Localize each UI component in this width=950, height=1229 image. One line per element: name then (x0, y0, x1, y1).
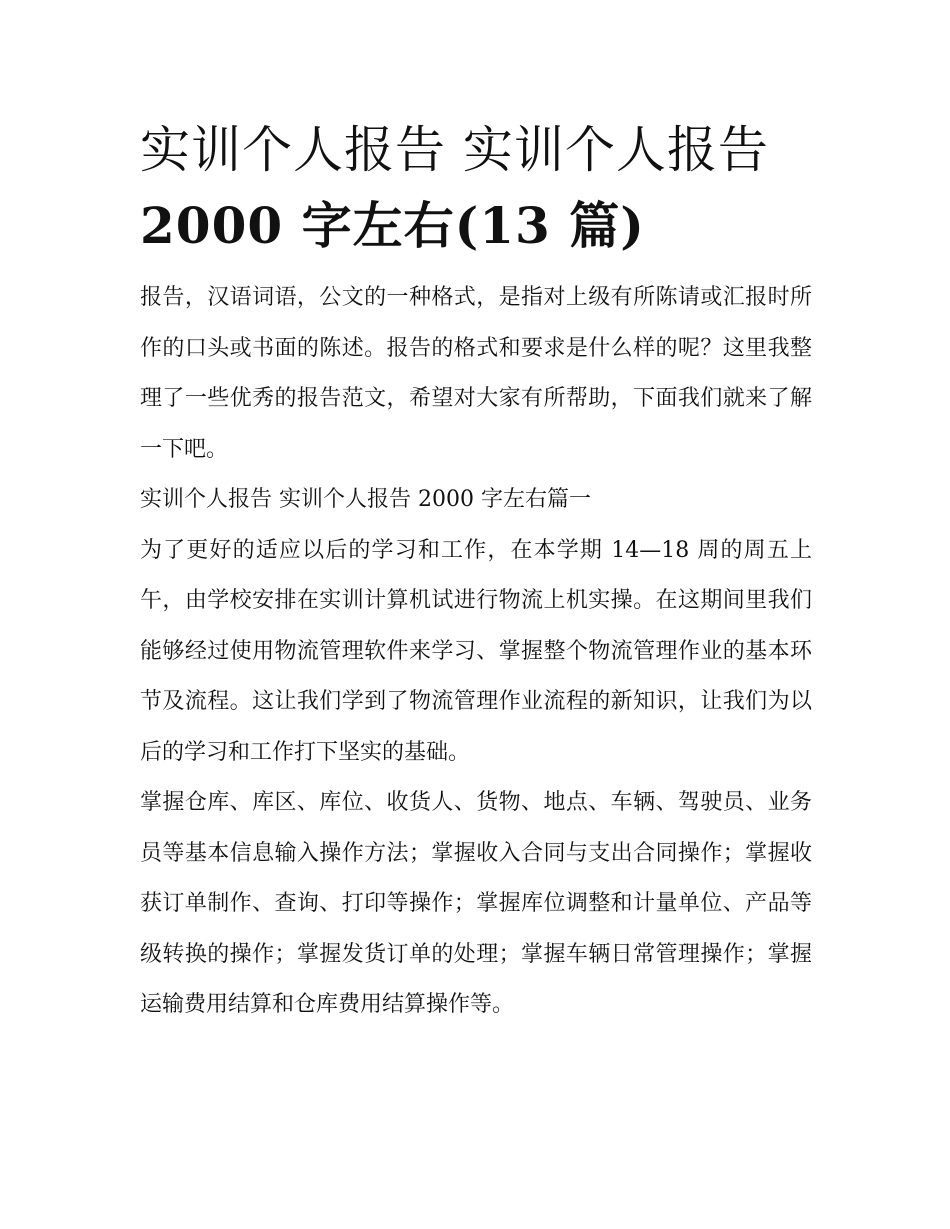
document-title (140, 112, 812, 264)
body-paragraph-1: 为了更好的适应以后的学习和工作，在本学期 14—18 周的周五上午，由学校安排在实训计算机试进行物流上机实操。在这期间里我们能够经过使用物流管理软件来学习、掌握整个物流管理作业的基本环节及流程。这让我们学到了物流管理作业流程的新知识，让我们为以后的学习和工作打下坚实的基础。 (140, 537, 812, 765)
body-paragraph-2: 掌握仓库、库区、库位、收货人、货物、地点、车辆、驾驶员、业务员等基本信息输入操作方法；掌握收入合同与支出合同操作；掌握收获订单制作、查询、打印等操作；掌握库位调整和计量单位、产品等级转换的操作；掌握发货订单的处理；掌握车辆日常管理操作；掌握运输费用结算和仓库费用结算操作等。 (140, 790, 812, 1017)
title-line-2: 2000 字左右(13 篇) (140, 196, 645, 255)
section-heading: 实训个人报告 实训个人报告 2000 字左右篇一 (140, 487, 591, 512)
title-line-1: 实训个人报告 实训个人报告 (140, 121, 769, 179)
intro-paragraph: 报告，汉语词语，公文的一种格式，是指对上级有所陈请或汇报时所作的口头或书面的陈述。报告的格式和要求是什么样的呢？这里我整理了一些优秀的报告范文，希望对大家有所帮助，下面我们就来了解一下吧。 (140, 285, 812, 462)
document-page (140, 112, 812, 1031)
